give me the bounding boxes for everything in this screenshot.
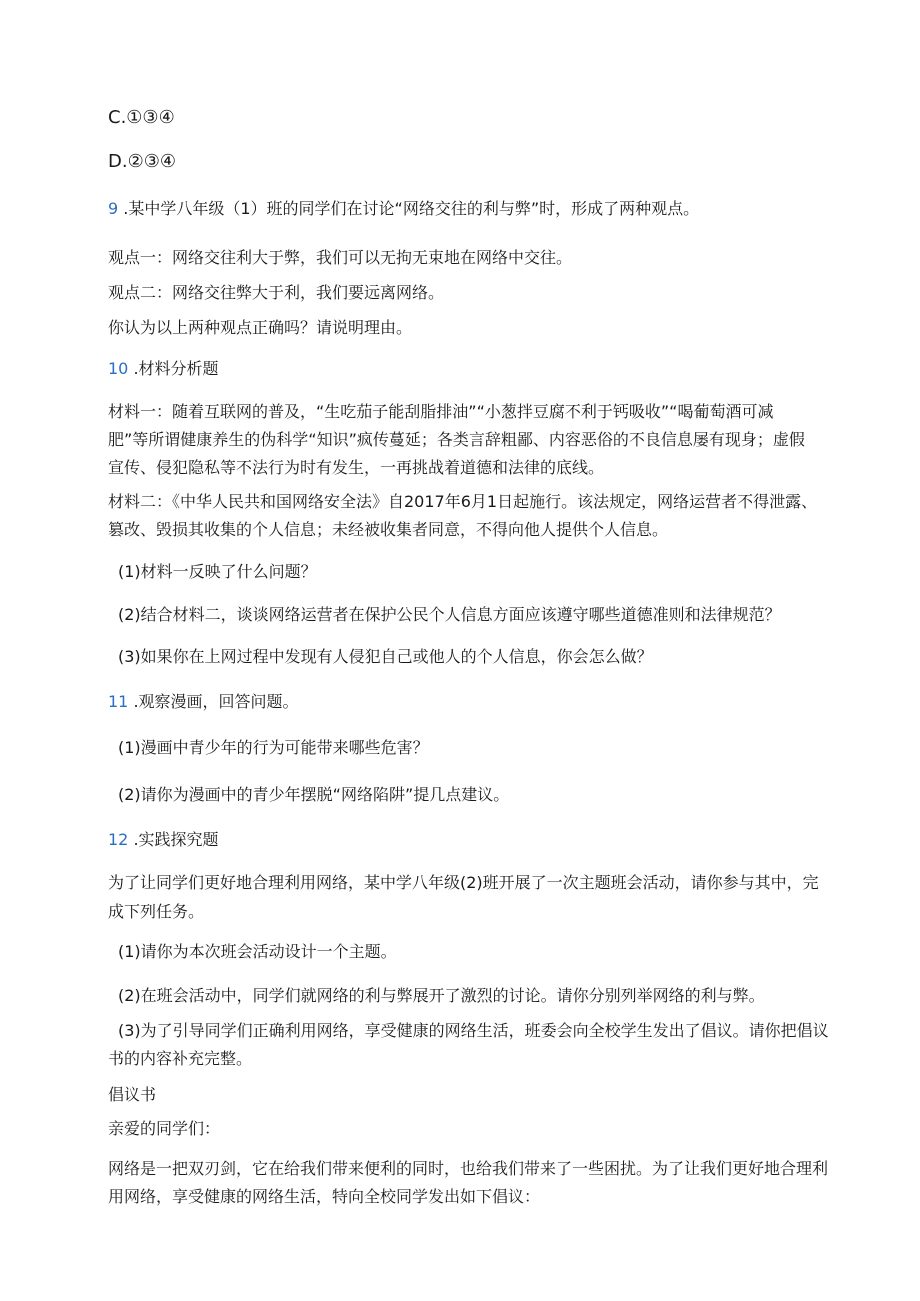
question-10-number: 10 xyxy=(108,359,129,378)
question-9-view-2: 观点二：网络交往弊大于利，我们要远离网络。 xyxy=(108,283,445,302)
question-12-text: .实践探究题 xyxy=(133,830,219,849)
question-11-text: .观察漫画，回答问题。 xyxy=(133,692,299,711)
question-12-sub-1: (1)请你为本次班会活动设计一个主题。 xyxy=(118,942,397,961)
question-11-sub-1: (1)漫画中青少年的行为可能带来哪些危害？ xyxy=(118,738,429,757)
material-1-line-1: 材料一：随着互联网的普及，“生吃茄子能刮脂排油”“小葱拌豆腐不利于钙吸收”“喝葡萄酒可减 xyxy=(108,402,774,421)
question-12-sub-3-line-1: (3)为了引导同学们正确利用网络，享受健康的网络生活，班委会向全校学生发出了倡议。请你把倡议 xyxy=(118,1021,829,1040)
question-9-stem xyxy=(108,199,699,219)
question-12-title xyxy=(108,830,219,850)
question-10-sub-1: (1)材料一反映了什么问题？ xyxy=(118,562,317,581)
material-1-line-2: 肥”等所谓健康养生的伪科学“知识”疯传蔓延；各类言辞粗鄙、内容恶俗的不良信息屡有现身；虚假 xyxy=(108,430,805,449)
question-10-sub-3: (3)如果你在上网过程中发现有人侵犯自己或他人的个人信息，你会怎么做？ xyxy=(118,647,653,666)
proposal-title: 倡议书 xyxy=(108,1085,157,1104)
question-9-ask: 你认为以上两种观点正确吗？请说明理由。 xyxy=(108,318,413,337)
question-11-title xyxy=(108,692,299,712)
material-2-line-1: 材料二：《中华人民共和国网络安全法》自2017年6月1日起施行。该法规定，网络运营者不得泄露、 xyxy=(108,492,818,511)
question-12-sub-3-line-2: 书的内容补充完整。 xyxy=(108,1049,253,1068)
question-11-number: 11 xyxy=(108,692,129,711)
proposal-body-line-1: 网络是一把双刃剑，它在给我们带来便利的同时，也给我们带来了一些困扰。为了让我们更好地合理利 xyxy=(108,1159,829,1178)
question-9-text: .某中学八年级（1）班的同学们在讨论“网络交往的利与弊”时，形成了两种观点。 xyxy=(123,199,700,218)
question-10-text: .材料分析题 xyxy=(133,359,219,378)
proposal-body-line-2: 用网络，享受健康的网络生活，特向全校同学发出如下倡议： xyxy=(108,1187,541,1206)
question-10-title xyxy=(108,359,219,379)
question-12-sub-2: (2)在班会活动中，同学们就网络的利与弊展开了激烈的讨论。请你分别列举网络的利与弊。 xyxy=(118,986,765,1005)
question-12-intro-line-1: 为了让同学们更好地合理利用网络，某中学八年级(2)班开展了一次主题班会活动，请你参与其中，完 xyxy=(108,873,819,892)
question-12-intro-line-2: 成下列任务。 xyxy=(108,902,205,921)
question-10-sub-2: (2)结合材料二，谈谈网络运营者在保护公民个人信息方面应该遵守哪些道德准则和法律规范？ xyxy=(118,605,781,624)
question-9-view-1: 观点一：网络交往利大于弊，我们可以无拘无束地在网络中交往。 xyxy=(108,248,573,267)
material-2-line-2: 篡改、毁损其收集的个人信息；未经被收集者同意，不得向他人提供个人信息。 xyxy=(108,520,669,539)
material-1-line-3: 宣传、侵犯隐私等不法行为时有发生，一再挑战着道德和法律的底线。 xyxy=(108,458,605,477)
option-c: C.①③④ xyxy=(108,107,175,128)
option-d: D.②③④ xyxy=(108,151,176,172)
question-12-number: 12 xyxy=(108,830,129,849)
proposal-greeting: 亲爱的同学们： xyxy=(108,1119,221,1138)
question-9-number: 9 xyxy=(108,199,119,218)
question-11-sub-2: (2)请你为漫画中的青少年摆脱“网络陷阱”提几点建议。 xyxy=(118,785,510,804)
